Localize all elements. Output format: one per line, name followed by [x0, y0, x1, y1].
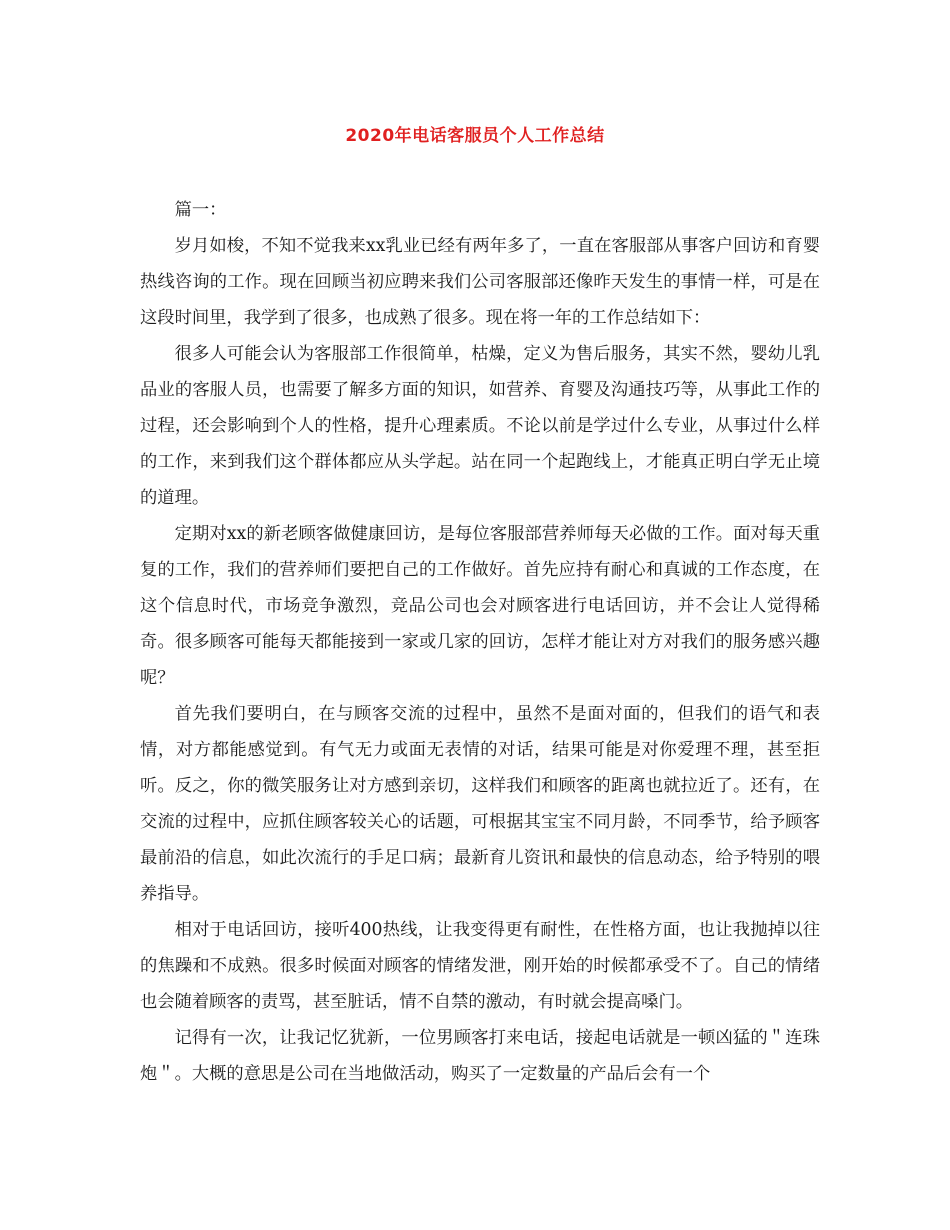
document-body [140, 190, 820, 1092]
paragraph: 相对于电话回访，接听400热线，让我变得更有耐性，在性格方面，也让我抛掉以往的焦躁和不成熟。很多时候面对顾客的情绪发泄，刚开始的时候都承受不了。自己的情绪也会随着顾客的责骂，甚至脏话，情不自禁的激动，有时就会提高嗓门。 [140, 920, 820, 1012]
paragraph: 首先我们要明白，在与顾客交流的过程中，虽然不是面对面的，但我们的语气和表情，对方都能感觉到。有气无力或面无表情的对话，结果可能是对你爱理不理，甚至拒听。反之，你的微笑服务让对方感到亲切，这样我们和顾客的距离也就拉近了。还有，在交流的过程中，应抓住顾客较关心的话题，可根据其宝宝不同月龄，不同季节，给予顾客最前沿的信息，如此次流行的手足口病；最新育儿资讯和最快的信息动态，给予特别的喂养指导。 [140, 704, 820, 904]
paragraph: 记得有一次，让我记忆犹新，一位男顾客打来电话，接起电话就是一顿凶猛的＂连珠炮＂。大概的意思是公司在当地做活动，购买了一定数量的产品后会有一个 [140, 1028, 820, 1084]
paragraph: 岁月如梭，不知不觉我来xx乳业已经有两年多了，一直在客服部从事客户回访和育婴热线咨询的工作。现在回顾当初应聘来我们公司客服部还像昨天发生的事情一样，可是在这段时间里，我学到了很多，也成熟了很多。现在将一年的工作总结如下： [140, 236, 820, 328]
paragraph: 定期对xx的新老顾客做健康回访，是每位客服部营养师每天必做的工作。面对每天重复的工作，我们的营养师们要把自己的工作做好。首先应持有耐心和真诚的工作态度，在这个信息时代，市场竞争激烈，竞品公司也会对顾客进行电话回访，并不会让人觉得稀奇。很多顾客可能每天都能接到一家或几家的回访，怎样才能让对方对我们的服务感兴趣呢？ [140, 524, 820, 688]
document-title: 2020年电话客服员个人工作总结 [345, 126, 605, 146]
section-heading: 篇一： [174, 200, 227, 220]
paragraph: 很多人可能会认为客服部工作很简单，枯燥，定义为售后服务，其实不然，婴幼儿乳品业的客服人员，也需要了解多方面的知识，如营养、育婴及沟通技巧等，从事此工作的过程，还会影响到个人的性格，提升心理素质。不论以前是学过什么专业，从事过什么样的工作，来到我们这个群体都应从头学起。站在同一个起跑线上，才能真正明白学无止境的道理。 [140, 344, 820, 508]
